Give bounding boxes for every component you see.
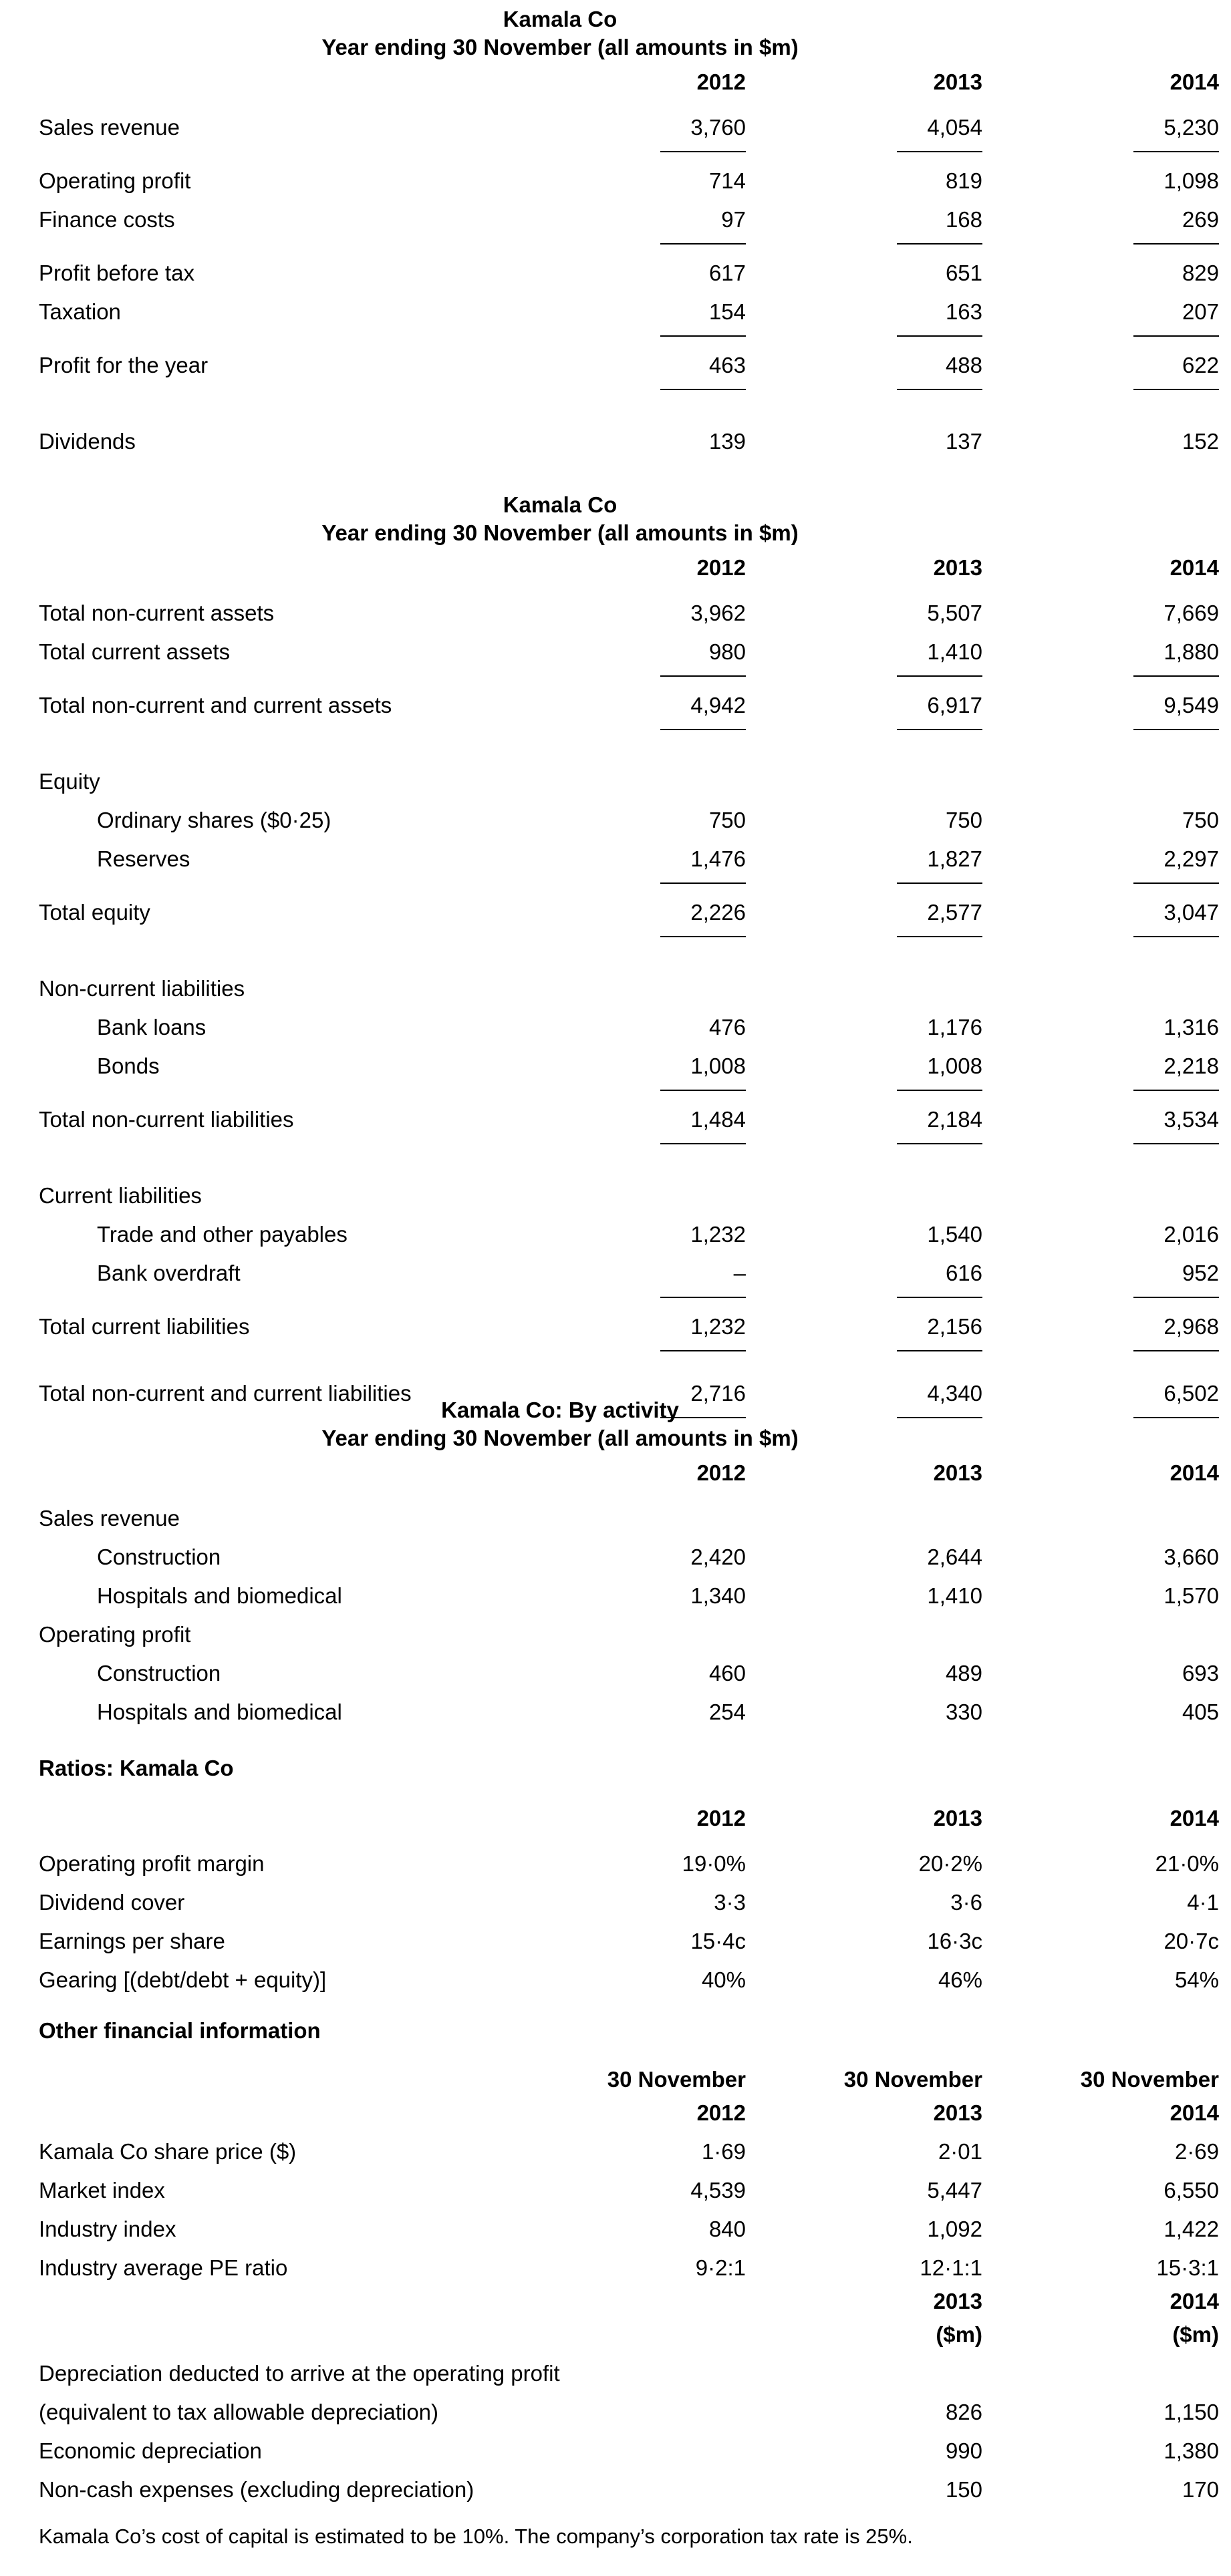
table-row: [39, 897, 1219, 936]
row-value-2012: 4,539: [690, 2177, 746, 2203]
row-value-2014: 4·1: [1187, 1889, 1219, 1915]
header-spacer: [39, 1798, 539, 1848]
year-header-2012: 2012: [696, 1460, 746, 1486]
row-label: Bank overdraft: [97, 1261, 241, 1286]
row-label: Hospitals and biomedical: [97, 1583, 342, 1609]
row-value-2014: 269: [1182, 207, 1219, 232]
row-label-sales-revenue-group: Sales revenue: [39, 1506, 180, 1531]
row-value-2013: 1,827: [927, 846, 982, 872]
row-value-2014: 6,502: [1164, 1381, 1219, 1406]
year-header-2013: 2013: [933, 2289, 982, 2313]
row-label: Market index: [39, 2177, 165, 2203]
year-header-2014: 2014: [1170, 555, 1219, 581]
row-value-2013: 1,176: [927, 1015, 982, 1040]
table-header-row: [39, 1452, 1219, 1503]
subtotal-rule: [39, 335, 1219, 350]
table-row: [39, 1658, 1219, 1697]
row-label-operating-profit-group: Operating profit: [39, 1622, 191, 1647]
row-value-2012: 1,476: [690, 846, 746, 872]
year-header-2014: 2014: [1170, 2100, 1219, 2125]
table-row: [39, 637, 1219, 675]
header-spacer: [39, 2322, 539, 2358]
row-label: (equivalent to tax allowable depreciation): [39, 2400, 439, 2424]
row-value-2013: 16·3c: [927, 1928, 982, 1953]
row-value-2012: 1·69: [701, 2138, 746, 2164]
row-value-2014: 1,150: [1164, 2400, 1219, 2424]
row-value-2014: 1,880: [1164, 639, 1219, 665]
row-value-2014: 21·0%: [1155, 1850, 1219, 1876]
row-value-2013: 3·6: [950, 1889, 982, 1915]
row-value-2013: 5,507: [927, 601, 982, 626]
subtotal-rule: [39, 675, 1219, 690]
row-value-2014: 952: [1182, 1261, 1219, 1286]
row-value-2014: 2,297: [1164, 846, 1219, 872]
table-row: [39, 1258, 1219, 1297]
income-statement-table: [39, 61, 1219, 465]
row-value-2014: 829: [1182, 261, 1219, 286]
table-row: [39, 1697, 1219, 1736]
row-label: Total current liabilities: [39, 1314, 250, 1339]
row-spacer: [39, 1158, 1219, 1180]
income-statement-title: [39, 5, 1081, 61]
row-label: Total non-current and current liabilities: [39, 1381, 412, 1406]
table-header-row-date: [39, 2062, 1219, 2100]
table-row: [39, 973, 1219, 1012]
table-row: [39, 1311, 1219, 1350]
row-value-2013: 616: [945, 1261, 982, 1286]
row-value-2012: 617: [708, 261, 746, 286]
row-value-2012: 9·2:1: [695, 2255, 746, 2280]
table-header-row-year: [39, 2283, 1219, 2322]
row-value-2014: 1,098: [1164, 168, 1219, 194]
row-value-2013: 168: [945, 207, 982, 232]
balance-sheet-title: [39, 491, 1081, 547]
depreciation-table: [39, 2283, 1219, 2513]
row-value-2014: 20·7c: [1164, 1928, 1219, 1953]
row-label: Finance costs: [39, 207, 175, 232]
subtotal-rule: [39, 1297, 1219, 1311]
row-label: Gearing [(debt/debt + equity)]: [39, 1967, 327, 1992]
row-value-2013: 12·1:1: [920, 2255, 982, 2280]
subtotal-rule: [39, 1350, 1219, 1365]
subtotal-rule: [39, 243, 1219, 258]
by-activity-title-line2: Year ending 30 November (all amounts in $m): [321, 1426, 799, 1451]
balance-sheet-title-line2: Year ending 30 November (all amounts in $m): [321, 520, 799, 546]
table-row: [39, 766, 1219, 805]
year-header-2012: 2012: [696, 1805, 746, 1830]
row-spacer: [39, 744, 1219, 766]
by-activity-table: [39, 1452, 1219, 1736]
row-value-2014: 622: [1182, 353, 1219, 378]
table-row: [39, 1051, 1219, 1090]
row-value-2014: 170: [1182, 2477, 1219, 2502]
table-row: [39, 1180, 1219, 1219]
header-spacer: [39, 61, 539, 112]
row-value-2014: 5,230: [1164, 115, 1219, 140]
row-value-2013: 4,340: [927, 1381, 982, 1406]
row-value-2012: 980: [708, 639, 746, 665]
other-financial-table: [39, 2062, 1219, 2291]
row-value-2012: 2,716: [690, 1381, 746, 1406]
cost-of-capital-note: Kamala Co’s cost of capital is estimated to be 10%. The company’s corporation tax rate is 25%.: [39, 2525, 913, 2548]
table-row: [39, 2436, 1219, 2474]
row-value-2012: 154: [708, 299, 746, 325]
row-value-2012: 1,232: [690, 1222, 746, 1247]
row-value-2014: 3,534: [1164, 1107, 1219, 1132]
row-value-2012: 139: [708, 429, 746, 454]
subtotal-rule: [39, 1143, 1219, 1158]
table-row: [39, 166, 1219, 204]
unit-header-2014: ($m): [1172, 2322, 1219, 2347]
ratios-block: [0, 1755, 1231, 2003]
table-row: [39, 112, 1219, 151]
year-header-2013: 2013: [933, 1805, 982, 1830]
row-label: Total current assets: [39, 639, 231, 665]
row-value-2013: 750: [945, 808, 982, 833]
income-statement-title-line1: Kamala Co: [503, 7, 618, 31]
row-value-2014: 7,669: [1164, 601, 1219, 626]
table-row: [39, 297, 1219, 335]
row-label: Dividend cover: [39, 1889, 185, 1915]
row-value-2014: 15·3:1: [1156, 2255, 1219, 2280]
row-value-2013: 2,156: [927, 1314, 982, 1339]
row-value-2013: 651: [945, 261, 982, 286]
row-label: Ordinary shares ($0·25): [97, 808, 331, 833]
unit-header-2013: ($m): [936, 2322, 982, 2347]
income-statement-title-line2: Year ending 30 November (all amounts in $m): [321, 35, 799, 60]
table-row: [39, 2175, 1219, 2214]
row-value-2014: 405: [1182, 1700, 1219, 1725]
balance-sheet-block: [0, 491, 1231, 1432]
subtotal-rule: [39, 882, 1219, 897]
year-header-2014: 2014: [1170, 2289, 1219, 2313]
row-label: Bonds: [97, 1054, 160, 1079]
row-value-2014: 2·69: [1174, 2138, 1219, 2164]
table-row: [39, 844, 1219, 882]
row-spacer: [39, 1365, 1219, 1378]
row-label: Hospitals and biomedical: [97, 1700, 342, 1725]
row-label: Industry average PE ratio: [39, 2255, 288, 2280]
ratios-table: [39, 1798, 1219, 2003]
header-spacer: [39, 2062, 539, 2100]
row-value-2013: 1,008: [927, 1054, 982, 1079]
table-row: [39, 350, 1219, 389]
table-header-row: [39, 1798, 1219, 1848]
row-value-2012: 714: [708, 168, 746, 194]
header-spacer: [39, 2283, 539, 2322]
balance-sheet-table: [39, 547, 1219, 1432]
year-header-2012: 2012: [696, 69, 746, 95]
by-activity-title: [39, 1396, 1081, 1452]
row-label: Industry index: [39, 2216, 176, 2241]
row-value-2013: 46%: [938, 1967, 982, 1992]
row-value-2014: 3,047: [1164, 900, 1219, 925]
row-value-2013: 20·2%: [918, 1850, 982, 1876]
date-header-2013: 30 November: [843, 2066, 982, 2092]
row-label: Sales revenue: [39, 115, 180, 140]
year-header-2012: 2012: [696, 555, 746, 581]
row-value-2013: 1,410: [927, 1583, 982, 1609]
row-value-2012: 97: [721, 207, 746, 232]
row-value-2012: 3,962: [690, 601, 746, 626]
row-value-2012: 254: [708, 1700, 746, 1725]
row-label-depreciation-note: Depreciation deducted to arrive at the operating profit: [39, 2361, 560, 2386]
income-statement-block: [0, 5, 1231, 465]
row-label: Dividends: [39, 429, 136, 454]
row-value-2014: 3,660: [1164, 1545, 1219, 1570]
row-value-2012: 463: [708, 353, 746, 378]
table-header-row: [39, 547, 1219, 598]
row-value-2012: 1,340: [690, 1583, 746, 1609]
row-label: Kamala Co share price ($): [39, 2138, 297, 2164]
table-row: [39, 1581, 1219, 1619]
row-value-2012: 3,760: [690, 115, 746, 140]
row-value-2012: 1,232: [690, 1314, 746, 1339]
row-label: Non-cash expenses (excluding depreciation): [39, 2477, 474, 2502]
table-row: [39, 1542, 1219, 1581]
date-header-2012: 30 November: [607, 2066, 746, 2092]
row-value-2013: 990: [945, 2438, 982, 2463]
row-label: Construction: [97, 1545, 221, 1570]
header-spacer: [39, 547, 539, 598]
row-value-2014: 750: [1182, 808, 1219, 833]
table-row: [39, 1619, 1219, 1658]
year-header-2014: 2014: [1170, 1805, 1219, 1830]
year-header-2013: 2013: [933, 555, 982, 581]
row-spacer: [39, 951, 1219, 973]
ratios-heading: Ratios: Kamala Co: [39, 1756, 234, 1780]
row-value-2012: 2,226: [690, 900, 746, 925]
row-label: Reserves: [97, 846, 190, 872]
row-value-2012: 2,420: [690, 1545, 746, 1570]
header-spacer: [39, 1452, 539, 1503]
table-row: [39, 1965, 1219, 2003]
row-value-2014: 1,380: [1164, 2438, 1219, 2463]
row-value-2013: 137: [945, 429, 982, 454]
subtotal-rule: [39, 389, 1219, 404]
table-row: [39, 1012, 1219, 1051]
table-row: [39, 2358, 1219, 2397]
row-value-2012: 40%: [701, 1967, 746, 1992]
table-row: [39, 2397, 1219, 2436]
row-value-2013: 2,184: [927, 1107, 982, 1132]
row-value-2013: 150: [945, 2477, 982, 2502]
row-value-2013: 2,577: [927, 900, 982, 925]
row-value-2013: 488: [945, 353, 982, 378]
table-row: [39, 1848, 1219, 1887]
row-value-2013: 4,054: [927, 115, 982, 140]
row-spacer: [39, 404, 1219, 426]
row-value-2013: 1,540: [927, 1222, 982, 1247]
row-label: Total non-current assets: [39, 601, 275, 626]
table-row: [39, 258, 1219, 297]
row-label: Trade and other payables: [97, 1222, 348, 1247]
subtotal-rule: [39, 1090, 1219, 1104]
row-value-2014: 693: [1182, 1661, 1219, 1686]
table-header-row-year: [39, 2100, 1219, 2136]
row-value-2013: 163: [945, 299, 982, 325]
table-row: [39, 1503, 1219, 1542]
year-header-2014: 2014: [1170, 1460, 1219, 1486]
table-header-row-unit: [39, 2322, 1219, 2358]
subtotal-rule: [39, 936, 1219, 951]
row-value-2013: 5,447: [927, 2177, 982, 2203]
table-row: [39, 2136, 1219, 2175]
row-label: Operating profit margin: [39, 1850, 265, 1876]
row-value-2012: 15·4c: [690, 1928, 746, 1953]
balance-sheet-title-line1: Kamala Co: [503, 492, 618, 517]
table-row: [39, 1104, 1219, 1143]
date-header-2014: 30 November: [1080, 2066, 1219, 2092]
table-row: [39, 2474, 1219, 2513]
row-label: Bank loans: [97, 1015, 207, 1040]
row-value-2014: 207: [1182, 299, 1219, 325]
row-value-2012: 3·3: [714, 1889, 746, 1915]
row-value-2012: 1,008: [690, 1054, 746, 1079]
depreciation-block: [0, 2283, 1231, 2513]
row-value-2012: 4,942: [690, 693, 746, 718]
row-label: Construction: [97, 1661, 221, 1686]
row-label: Taxation: [39, 299, 121, 325]
other-financial-heading: Other financial information: [39, 2018, 321, 2043]
row-label: Total non-current liabilities: [39, 1107, 294, 1132]
table-row: [39, 2214, 1219, 2253]
row-label: Profit before tax: [39, 261, 194, 286]
year-header-2013: 2013: [933, 2100, 982, 2125]
row-value-2014: 9,549: [1164, 693, 1219, 718]
row-label: Profit for the year: [39, 353, 209, 378]
row-value-2014: 2,218: [1164, 1054, 1219, 1079]
header-spacer: [39, 2100, 539, 2136]
row-label: Earnings per share: [39, 1928, 225, 1953]
footer-note-block: [0, 2524, 1231, 2549]
row-label-current-liabilities-group: Current liabilities: [39, 1183, 202, 1209]
by-activity-block: [0, 1396, 1231, 1736]
table-row: [39, 1219, 1219, 1258]
year-header-2012: 2012: [696, 2100, 746, 2125]
row-label-noncurrent-liabilities-group: Non-current liabilities: [39, 976, 245, 1001]
table-header-row: [39, 61, 1219, 112]
row-value-2013: 1,092: [927, 2216, 982, 2241]
row-value-2013: 2·01: [938, 2138, 982, 2164]
row-label: Total equity: [39, 900, 150, 925]
row-value-2014: 54%: [1174, 1967, 1219, 1992]
table-row: [39, 690, 1219, 729]
row-label-equity-group: Equity: [39, 769, 100, 794]
year-header-2013: 2013: [933, 69, 982, 95]
row-value-2014: 1,570: [1164, 1583, 1219, 1609]
table-row: [39, 598, 1219, 637]
row-value-2014: 1,316: [1164, 1015, 1219, 1040]
subtotal-rule: [39, 729, 1219, 744]
table-row: [39, 1887, 1219, 1926]
row-value-2014: 6,550: [1164, 2177, 1219, 2203]
subtotal-rule: [39, 151, 1219, 166]
row-value-2012: 476: [708, 1015, 746, 1040]
row-label: Operating profit: [39, 168, 191, 194]
row-value-2013: 2,644: [927, 1545, 982, 1570]
row-value-2014: 1,422: [1164, 2216, 1219, 2241]
row-value-2013: 489: [945, 1661, 982, 1686]
row-label: Economic depreciation: [39, 2438, 262, 2463]
year-header-2014: 2014: [1170, 69, 1219, 95]
row-value-2013: 826: [945, 2400, 982, 2424]
row-value-2013: 6,917: [927, 693, 982, 718]
row-value-2013: 1,410: [927, 639, 982, 665]
row-value-2012: –: [733, 1261, 746, 1286]
table-row: [39, 805, 1219, 844]
row-label: Total non-current and current assets: [39, 693, 392, 718]
table-row: [39, 426, 1219, 465]
year-header-2013: 2013: [933, 1460, 982, 1486]
row-value-2014: 152: [1182, 429, 1219, 454]
other-financial-information-block: [0, 2018, 1231, 2291]
row-value-2014: 2,016: [1164, 1222, 1219, 1247]
row-value-2012: 460: [708, 1661, 746, 1686]
row-value-2013: 819: [945, 168, 982, 194]
row-value-2012: 750: [708, 808, 746, 833]
row-value-2012: 840: [708, 2216, 746, 2241]
table-row: [39, 204, 1219, 243]
row-value-2012: 1,484: [690, 1107, 746, 1132]
table-row: [39, 1926, 1219, 1965]
row-value-2014: 2,968: [1164, 1314, 1219, 1339]
by-activity-title-line1: Kamala Co: By activity: [441, 1398, 679, 1422]
row-value-2013: 330: [945, 1700, 982, 1725]
row-value-2012: 19·0%: [682, 1850, 746, 1876]
